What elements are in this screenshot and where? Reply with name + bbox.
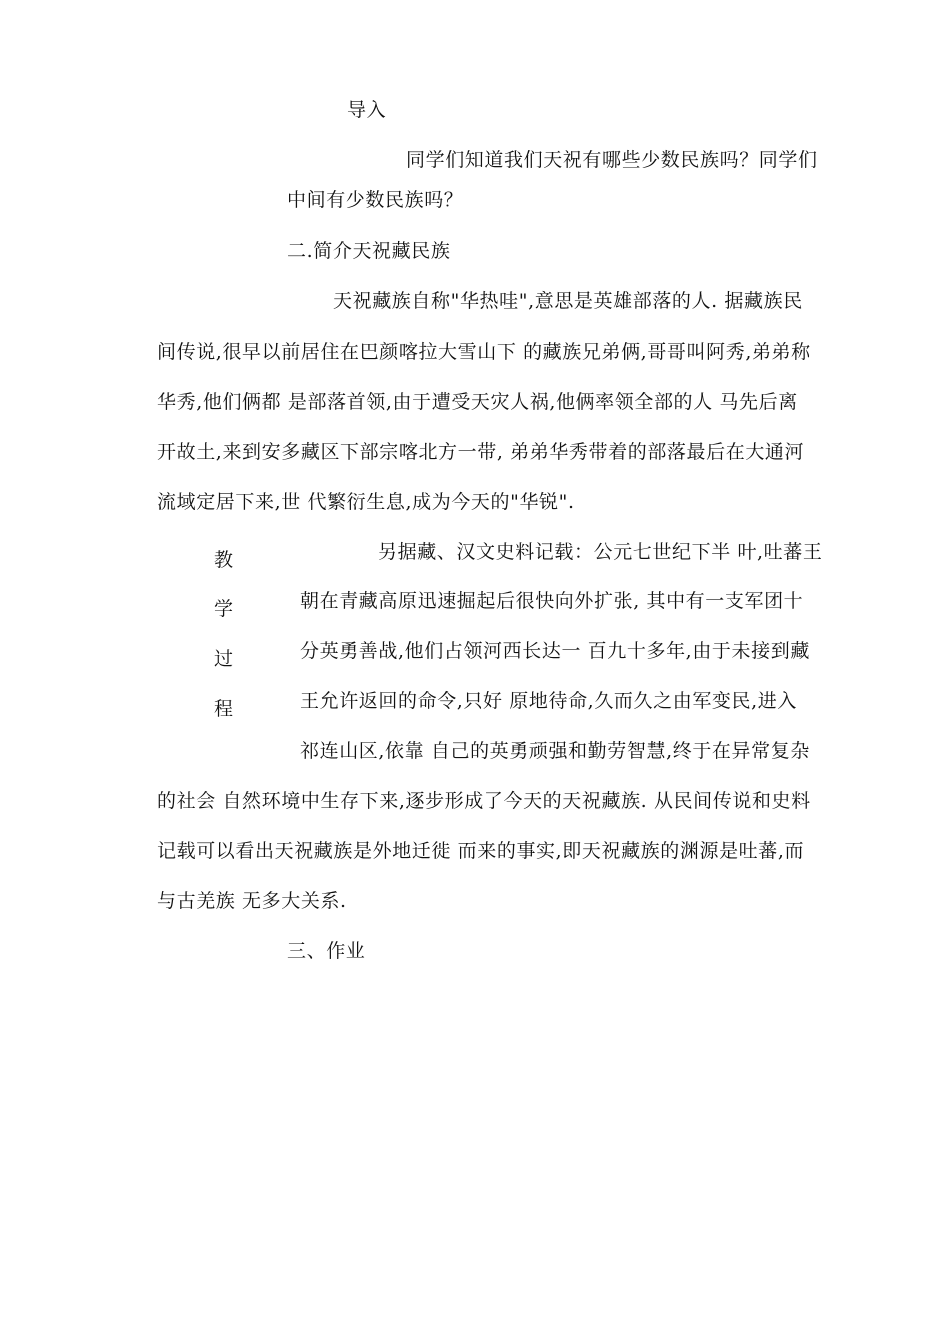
para1-line-3: 华秀,他们俩都 是部落首领,由于遭受天灾人祸,他俩率领全部的人 马先后离 [157, 391, 798, 413]
para1-line-2: 间传说,很早以前居住在巴颜喀拉大雪山下 的藏族兄弟俩,哥哥叫阿秀,弟弟称 [157, 341, 811, 363]
intro-line-1: 同学们知道我们天祝有哪些少数民族吗？同学们 [406, 149, 818, 171]
side-label-char-4: 程 [214, 698, 234, 720]
para2-line-5: 祁连山区,依靠 自己的英勇顽强和勤劳智慧,终于在异常复杂 [300, 740, 810, 762]
section-3-heading: 三、作业 [287, 940, 366, 962]
para2-line-2: 朝在青藏高原迅速掘起后很快向外扩张, 其中有一支军团十 [300, 590, 804, 612]
para2-line-1: 另据藏、汉文史料记载：公元七世纪下半 叶,吐蕃王 [378, 541, 823, 563]
para1-line-5: 流域定居下来,世 代繁衍生息,成为今天的"华锐". [157, 491, 575, 513]
para2-line-7: 记载可以看出天祝藏族是外地迁徙 而来的事实,即天祝藏族的渊源是吐蕃,而 [157, 840, 805, 862]
side-label-char-3: 过 [214, 648, 234, 670]
para2-line-8: 与古羌族 无多大关系. [157, 890, 347, 912]
side-label-char-1: 教 [214, 549, 234, 571]
intro-line-2: 中间有少数民族吗？ [287, 189, 464, 211]
para1-line-1: 天祝藏族自称"华热哇",意思是英雄部落的人. 据藏族民 [333, 290, 803, 312]
section-2-heading: 二.简介天祝藏民族 [287, 240, 451, 262]
para2-line-4: 王允许返回的命令,只好 原地待命,久而久之由军变民,进入 [300, 690, 797, 712]
side-label-char-2: 学 [214, 598, 234, 620]
para2-line-3: 分英勇善战,他们占领河西长达一 百九十多年,由于未接到藏 [300, 640, 810, 662]
intro-heading: 导入 [347, 99, 387, 121]
para2-line-6: 的社会 自然环境中生存下来,逐步形成了今天的天祝藏族. 从民间传说和史料 [157, 790, 811, 812]
para1-line-4: 开故土,来到安多藏区下部宗喀北方一带, 弟弟华秀带着的部落最后在大通河 [157, 441, 805, 463]
